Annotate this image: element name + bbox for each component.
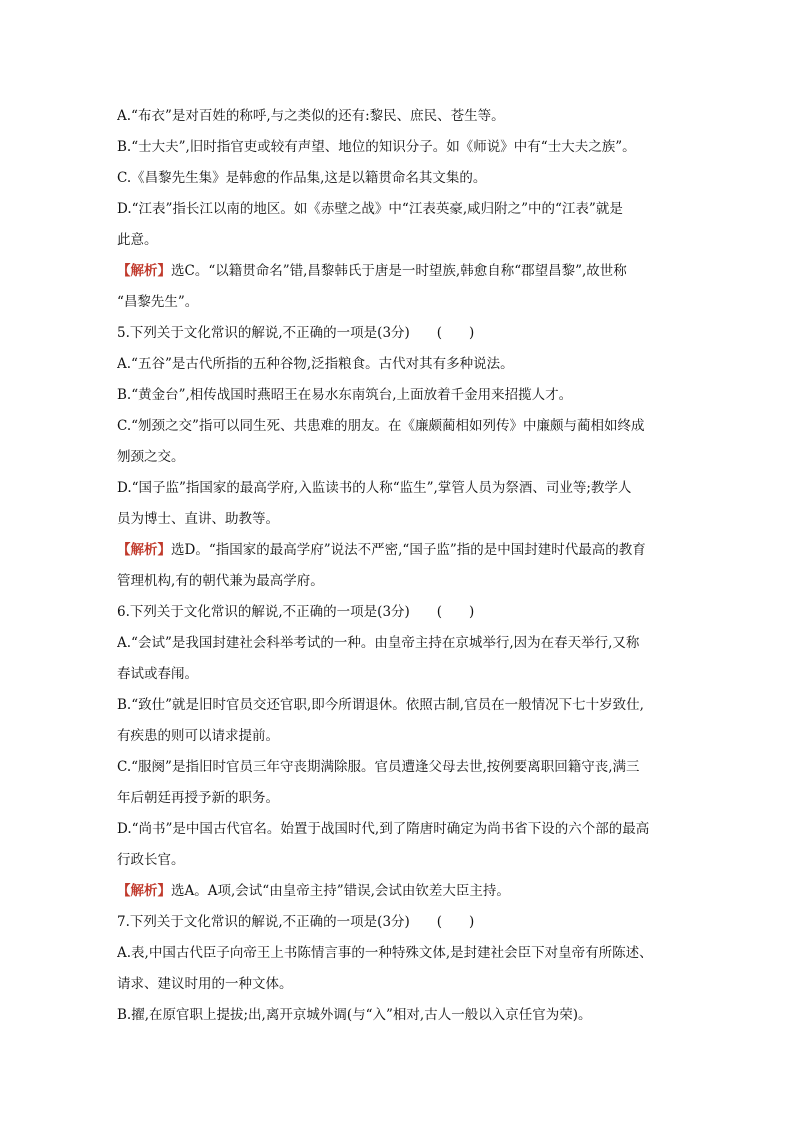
analysis-tag: 【解析】 — [117, 542, 171, 558]
option-d-text: D.“尚书”是中国古代官名。始置于战国时代,到了隋唐时确定为尚书省下设的六个部的最高 — [117, 821, 650, 837]
option-a-text: A.“五谷”是古代所指的五种谷物,泛指粮食。古代对其有多种说法。 — [117, 356, 514, 372]
option-a-text: A.“会试”是我国封建社会科举考试的一种。由皇帝主持在京城举行,因为在春天举行,又称 — [117, 635, 640, 651]
option-c-text: C.“刎颈之交”指可以同生死、共患难的朋友。在《廉颇蔺相如列传》中廉颇与蔺相如终成 — [117, 418, 645, 434]
analysis-text: 选D。“指国家的最高学府”说法不严密,“国子监”指的是中国封建时代最高的教育 — [171, 542, 646, 558]
option-d-text-cont: 此意。 — [117, 232, 158, 248]
analysis-tag: 【解析】 — [117, 883, 171, 899]
option-d-text-cont: 行政长官。 — [117, 852, 185, 868]
question-7-title: 7.下列关于文化常识的解说,不正确的一项是(3分) ( ) — [117, 914, 475, 930]
option-b-text: B.“致仕”就是旧时官员交还官职,即今所谓退休。依照古制,官员在一般情况下七十岁致仕, — [117, 697, 644, 713]
option-a-text: A.“布衣”是对百姓的称呼,与之类似的还有:黎民、庶民、苍生等。 — [117, 108, 505, 124]
option-b-text: B.擢,在原官职上提拔;出,离开京城外调(与“入”相对,古人一般以入京任官为荣)。 — [117, 1007, 592, 1023]
option-a-text: A.表,中国古代臣子向帝王上书陈情言事的一种特殊文体,是封建社会臣下对皇帝有所陈述、 — [117, 945, 653, 961]
question-6-title: 6.下列关于文化常识的解说,不正确的一项是(3分) ( ) — [117, 604, 475, 620]
option-c-text-cont: 年后朝廷再授予新的职务。 — [117, 790, 279, 806]
option-b-text: B.“黄金台”,相传战国时燕昭王在易水东南筑台,上面放着千金用来招揽人才。 — [117, 387, 573, 403]
option-d-text-cont: 员为博士、直讲、助教等。 — [117, 511, 279, 527]
document-body — [117, 101, 683, 1031]
option-b-text-cont: 有疾患的则可以请求提前。 — [117, 728, 279, 744]
option-d-text: D.“国子监”指国家的最高学府,入监读书的人称“监生”,掌管人员为祭酒、司业等;教学人 — [117, 480, 632, 496]
option-a-text-cont: 请求、建议时用的一种文体。 — [117, 976, 293, 992]
analysis-text: 选A。A项,会试“由皇帝主持”错误,会试由钦差大臣主持。 — [171, 883, 510, 899]
option-c-text: C.《昌黎先生集》是韩愈的作品集,这是以籍贯命名其文集的。 — [117, 170, 487, 186]
option-b-text: B.“士大夫”,旧时指官吏或较有声望、地位的知识分子。如《师说》中有“士大夫之族”。 — [117, 139, 636, 155]
analysis-line — [117, 256, 683, 287]
analysis-text-cont: “昌黎先生”。 — [117, 294, 199, 310]
analysis-line — [117, 535, 683, 566]
analysis-tag: 【解析】 — [117, 263, 171, 279]
analysis-line — [117, 876, 683, 907]
analysis-text: 选C。“以籍贯命名”错,昌黎韩氏于唐是一时望族,韩愈自称“郡望昌黎”,故世称 — [171, 263, 627, 279]
question-5-title: 5.下列关于文化常识的解说,不正确的一项是(3分) ( ) — [117, 325, 475, 341]
option-c-text: C.“服阕”是指旧时官员三年守丧期满除服。官员遭逢父母去世,按例要离职回籍守丧,满三 — [117, 759, 640, 775]
option-d-text: D.“江表”指长江以南的地区。如《赤壁之战》中“江表英豪,咸归附之”中的“江表”就是 — [117, 201, 623, 217]
option-a-text-cont: 春试或春闱。 — [117, 666, 198, 682]
analysis-text-cont: 管理机构,有的朝代兼为最高学府。 — [117, 573, 324, 589]
option-c-text-cont: 刎颈之交。 — [117, 449, 185, 465]
